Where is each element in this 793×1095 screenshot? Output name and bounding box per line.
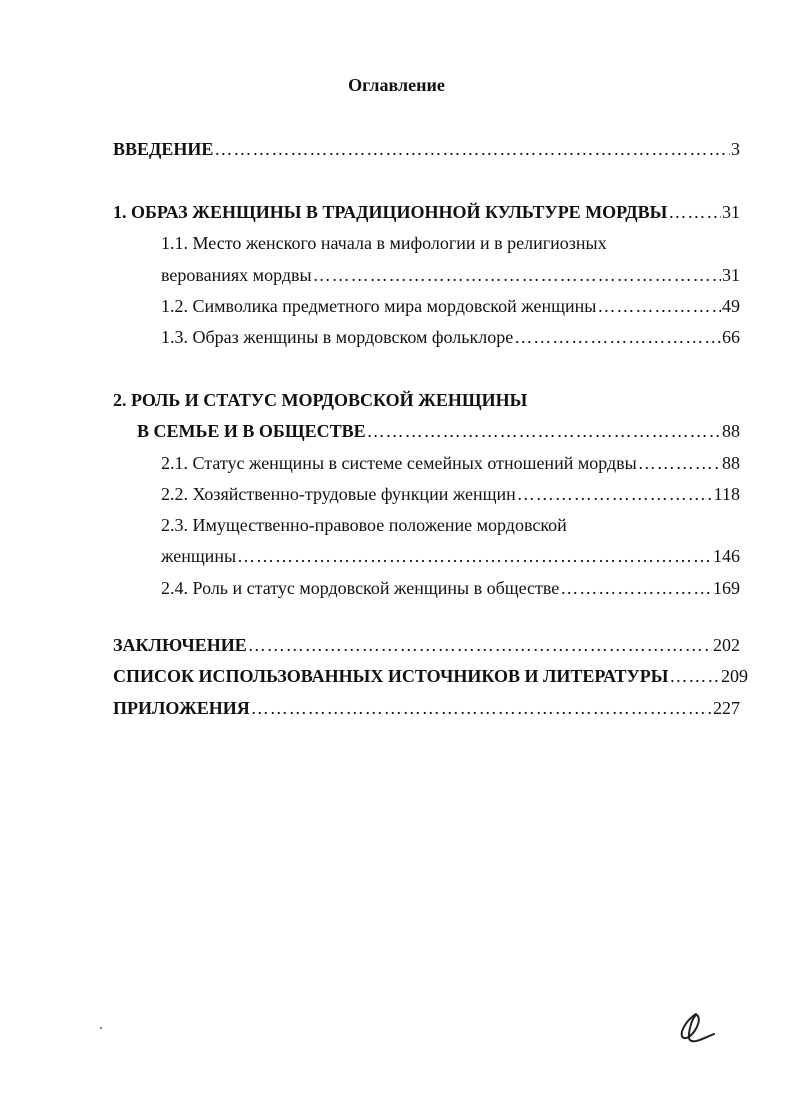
toc-entry-2-1[interactable] — [161, 452, 740, 474]
dot-leader — [214, 138, 730, 160]
dot-leader — [251, 697, 712, 719]
toc-page-number: 88 — [722, 453, 740, 473]
toc-entry-1-1-line1[interactable]: 1.1. Место женского начала в мифологии и в религиозных — [161, 233, 607, 253]
toc-page-number: 227 — [713, 698, 740, 718]
dot-leader — [560, 577, 712, 599]
dot-leader — [517, 483, 713, 505]
toc-entry-sources[interactable] — [113, 665, 748, 687]
toc-page-number: 202 — [713, 635, 740, 655]
toc-entry-conclusion[interactable] — [113, 634, 740, 656]
dot-leader — [669, 665, 720, 687]
toc-entry-chapter-2-line1[interactable]: 2. РОЛЬ И СТАТУС МОРДОВСКОЙ ЖЕНЩИНЫ — [113, 390, 528, 410]
toc-entry-1-1[interactable] — [161, 264, 740, 286]
toc-label: верованиях мордвы — [161, 265, 312, 285]
toc-page-number: 88 — [722, 421, 740, 441]
toc-entry-appendix[interactable] — [113, 697, 740, 719]
toc-page-number: 146 — [713, 546, 740, 566]
toc-label: 1.2. Символика предметного мира мордовской женщины — [161, 296, 597, 316]
toc-label: ВВЕДЕНИЕ — [113, 139, 214, 159]
toc-label: 2.1. Статус женщины в системе семейных отношений мордвы — [161, 453, 637, 473]
toc-page-number: 118 — [713, 484, 740, 504]
toc-page-number: 3 — [731, 139, 740, 159]
page-title: Оглавление — [348, 75, 445, 95]
dot-leader — [638, 452, 721, 474]
toc-label: 1.3. Образ женщины в мордовском фольклоре — [161, 327, 514, 347]
toc-page-number: 66 — [722, 327, 740, 347]
toc-label: 2.4. Роль и статус мордовской женщины в обществе — [161, 578, 560, 598]
dot-leader — [237, 545, 712, 567]
toc-entry-chapter-1[interactable] — [113, 201, 740, 223]
toc-label: женщины — [161, 546, 237, 566]
dot-leader — [367, 420, 721, 442]
handwritten-page-number-mark — [674, 1010, 716, 1046]
dot-leader — [668, 201, 721, 223]
dot-leader — [313, 264, 721, 286]
dot-leader — [514, 326, 721, 348]
toc-entry-intro[interactable] — [113, 138, 740, 160]
scan-speck — [100, 1027, 102, 1029]
toc-label: 2.2. Хозяйственно-трудовые функции женщин — [161, 484, 516, 504]
toc-entry-1-2[interactable] — [161, 295, 740, 317]
toc-page-number: 209 — [721, 666, 748, 686]
toc-page-number: 31 — [722, 265, 740, 285]
dot-leader — [597, 295, 721, 317]
toc-entry-2-2[interactable] — [161, 483, 740, 505]
toc-entry-2-4[interactable] — [161, 577, 740, 599]
toc-entry-2-3-line1[interactable]: 2.3. Имущественно-правовое положение мордовской — [161, 515, 567, 535]
toc-label: 1. ОБРАЗ ЖЕНЩИНЫ В ТРАДИЦИОННОЙ КУЛЬТУРЕ МОРДВЫ — [113, 202, 668, 222]
toc-entry-chapter-2[interactable] — [137, 420, 740, 442]
toc-label: В СЕМЬЕ И В ОБЩЕСТВЕ — [137, 421, 366, 441]
toc-entry-2-3[interactable] — [161, 545, 740, 567]
toc-label: ПРИЛОЖЕНИЯ — [113, 698, 250, 718]
toc-label: СПИСОК ИСПОЛЬЗОВАННЫХ ИСТОЧНИКОВ И ЛИТЕРАТУРЫ — [113, 666, 669, 686]
toc-label: ЗАКЛЮЧЕНИЕ — [113, 635, 247, 655]
toc-page-number: 169 — [713, 578, 740, 598]
toc-page-number: 49 — [722, 296, 740, 316]
dot-leader — [248, 634, 712, 656]
toc-page-number: 31 — [722, 202, 740, 222]
toc-entry-1-3[interactable] — [161, 326, 740, 348]
